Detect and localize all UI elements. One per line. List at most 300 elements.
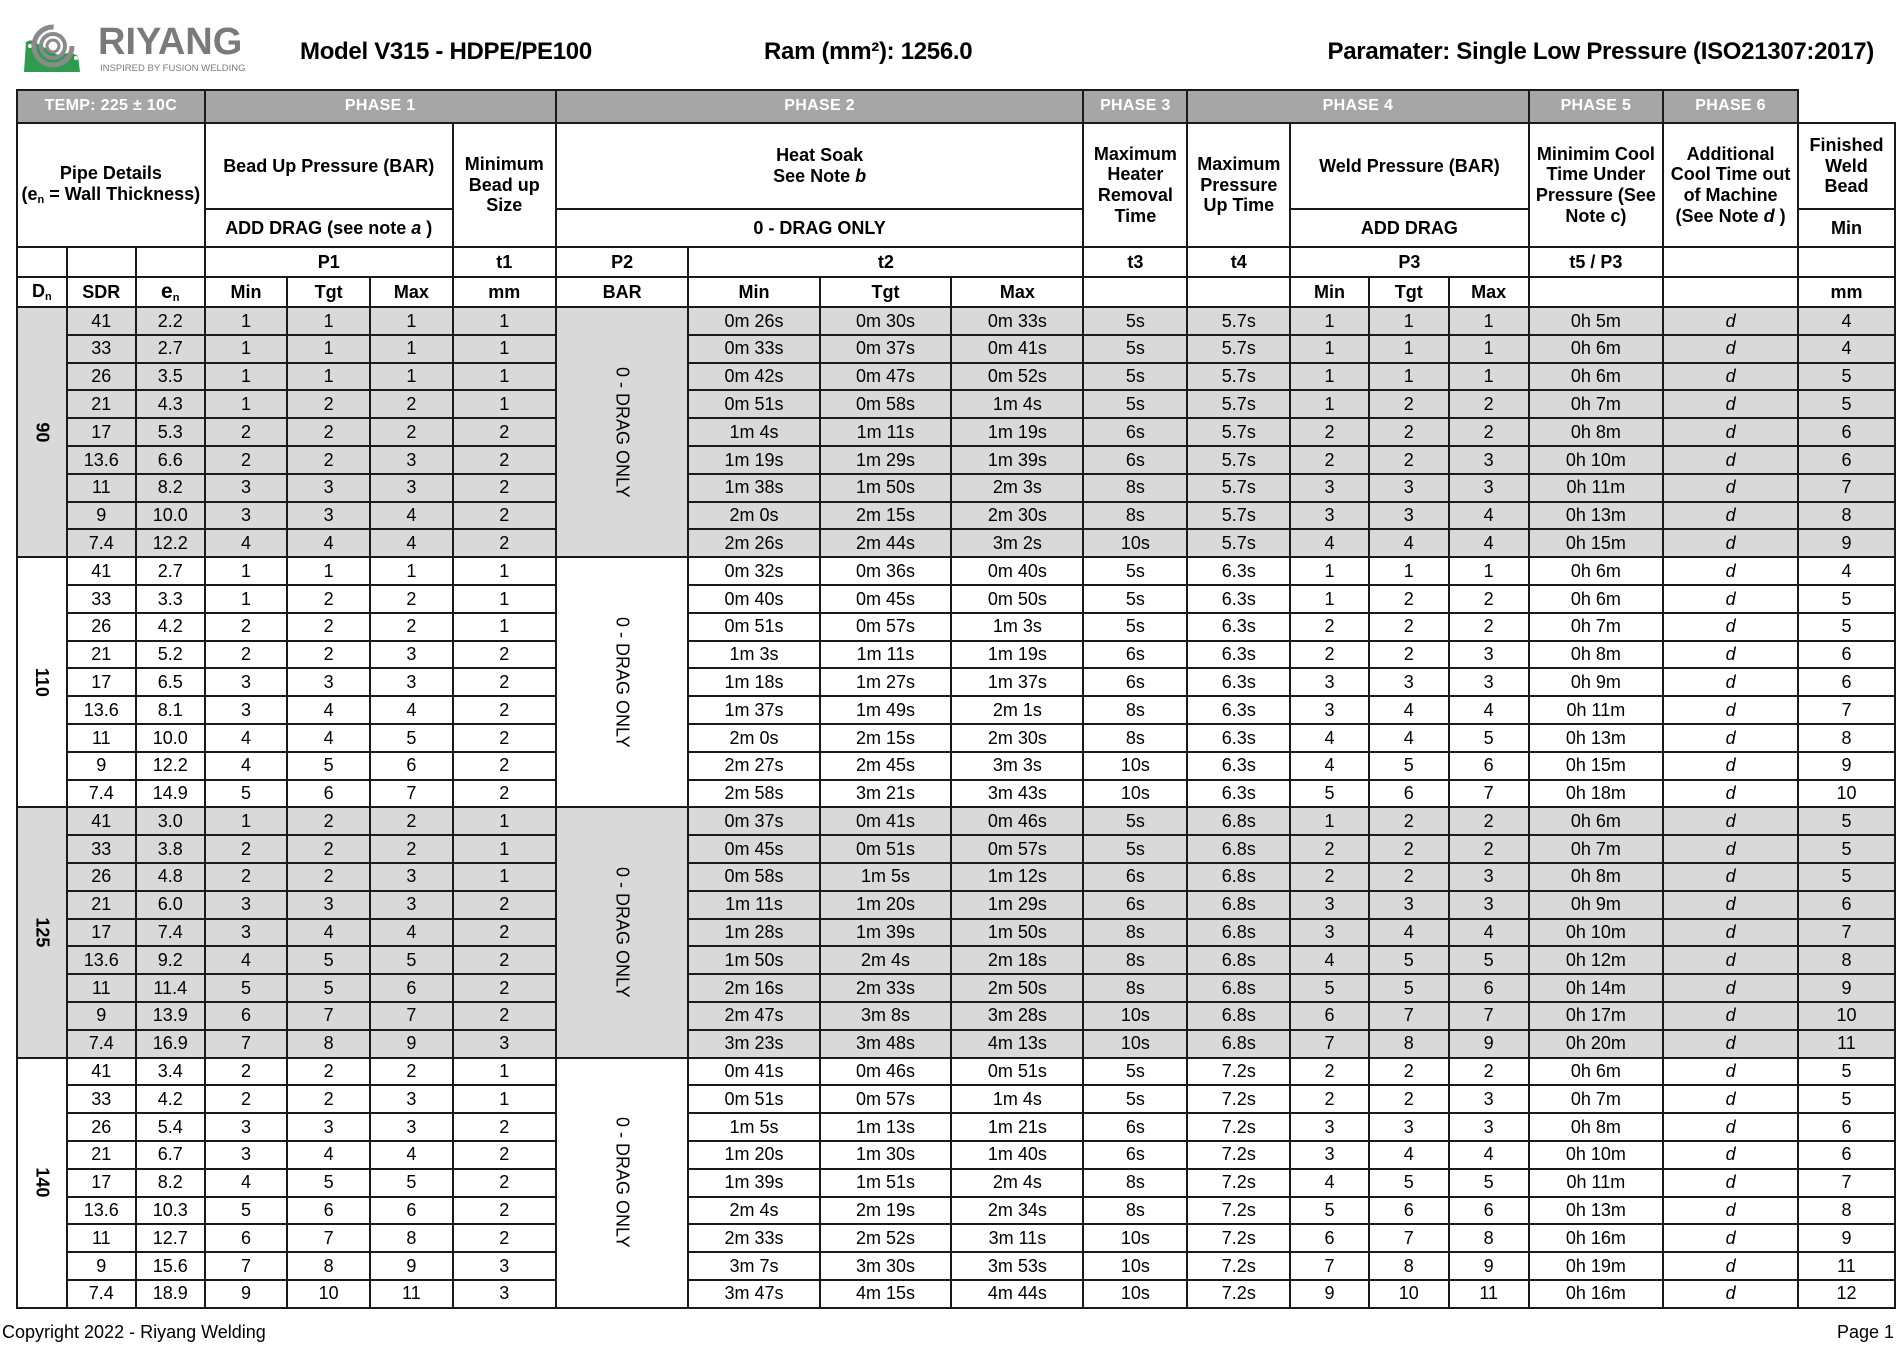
- cell-p1-min: 4: [205, 529, 288, 557]
- cell-bead-min: 8: [1798, 1197, 1895, 1225]
- cell-t2-tgt: 0m 57s: [820, 613, 952, 641]
- cell-t2-min: 1m 3s: [688, 641, 819, 669]
- cell-p1-max: 2: [370, 807, 453, 835]
- cell-p1-max: 1: [370, 307, 453, 335]
- dn-group-label: 110: [17, 557, 67, 807]
- cell-en: 6.6: [136, 446, 205, 474]
- cell-t2-max: 1m 4s: [951, 1085, 1083, 1113]
- cell-p1-tgt: 5: [287, 974, 370, 1002]
- cell-t3: 10s: [1083, 1224, 1187, 1252]
- cell-t3: 5s: [1083, 307, 1187, 335]
- cell-p1-tgt: 3: [287, 891, 370, 919]
- table-row: [17, 529, 1895, 557]
- cell-p3-min: 4: [1290, 724, 1368, 752]
- table-row: [17, 1280, 1895, 1308]
- cell-additional-cool: d: [1663, 585, 1798, 613]
- cell-t2-min: 1m 5s: [688, 1113, 819, 1141]
- cell-p3-min: 1: [1290, 307, 1368, 335]
- cell-t4: 6.3s: [1187, 557, 1290, 585]
- cell-p1-max: 4: [370, 1141, 453, 1169]
- cell-t2-min: 1m 50s: [688, 946, 819, 974]
- cell-p3-min: 3: [1290, 1113, 1368, 1141]
- cell-t1-mm: 2: [453, 529, 556, 557]
- cell-en: 5.4: [136, 1113, 205, 1141]
- cell-t5: 0h 6m: [1529, 585, 1664, 613]
- cell-t2-min: 1m 20s: [688, 1141, 819, 1169]
- t2-header: t2: [688, 247, 1083, 277]
- cell-t2-max: 2m 3s: [951, 474, 1083, 502]
- cell-t2-min: 2m 27s: [688, 752, 819, 780]
- finished-bead-header: Finished Weld Bead: [1798, 123, 1895, 209]
- cell-en: 12.2: [136, 529, 205, 557]
- cell-p3-min: 3: [1290, 474, 1368, 502]
- cell-en: 3.5: [136, 363, 205, 391]
- cell-p1-min: 3: [205, 502, 288, 530]
- cell-p3-min: 4: [1290, 1169, 1368, 1197]
- cell-p3-max: 5: [1449, 1169, 1529, 1197]
- cell-p1-max: 1: [370, 363, 453, 391]
- cell-p1-max: 2: [370, 585, 453, 613]
- cell-sdr: 13.6: [67, 696, 136, 724]
- cell-sdr: 41: [67, 307, 136, 335]
- cell-additional-cool: d: [1663, 1002, 1798, 1030]
- cell-p3-min: 5: [1290, 1197, 1368, 1225]
- cell-bead-min: 9: [1798, 529, 1895, 557]
- cell-t1-mm: 3: [453, 1252, 556, 1280]
- cell-bead-min: 5: [1798, 863, 1895, 891]
- cell-t2-tgt: 1m 51s: [820, 1169, 952, 1197]
- cell-en: 6.0: [136, 891, 205, 919]
- bead-up-pressure-header: Bead Up Pressure (BAR): [205, 123, 453, 209]
- cell-t3: 5s: [1083, 1058, 1187, 1086]
- cell-sdr: 26: [67, 363, 136, 391]
- cell-t5: 0h 10m: [1529, 446, 1664, 474]
- cell-p1-tgt: 2: [287, 418, 370, 446]
- cell-t3: 5s: [1083, 557, 1187, 585]
- cell-p3-max: 2: [1449, 835, 1529, 863]
- cell-p3-max: 1: [1449, 307, 1529, 335]
- cell-p3-max: 2: [1449, 418, 1529, 446]
- cell-t2-tgt: 1m 5s: [820, 863, 952, 891]
- cell-p1-tgt: 1: [287, 363, 370, 391]
- cell-p1-min: 3: [205, 1113, 288, 1141]
- cell-t2-max: 2m 18s: [951, 946, 1083, 974]
- table-row: [17, 724, 1895, 752]
- cell-t2-tgt: 0m 37s: [820, 335, 952, 363]
- cell-t2-tgt: 3m 21s: [820, 780, 952, 808]
- cell-p3-max: 4: [1449, 502, 1529, 530]
- cell-t4: 6.8s: [1187, 863, 1290, 891]
- cell-bead-min: 5: [1798, 613, 1895, 641]
- cell-p3-tgt: 5: [1369, 1169, 1449, 1197]
- cell-t2-min: 2m 33s: [688, 1224, 819, 1252]
- cell-p1-max: 3: [370, 446, 453, 474]
- cell-additional-cool: d: [1663, 919, 1798, 947]
- cell-p1-tgt: 4: [287, 919, 370, 947]
- cell-p1-tgt: 1: [287, 335, 370, 363]
- cell-t3: 10s: [1083, 529, 1187, 557]
- cell-p3-min: 2: [1290, 446, 1368, 474]
- cell-p1-tgt: 2: [287, 835, 370, 863]
- table-row: [17, 1169, 1895, 1197]
- cell-p1-tgt: 2: [287, 641, 370, 669]
- table-row: [17, 946, 1895, 974]
- cell-p1-tgt: 4: [287, 724, 370, 752]
- cell-sdr: 7.4: [67, 1030, 136, 1058]
- cell-additional-cool: d: [1663, 1197, 1798, 1225]
- cell-bead-min: 5: [1798, 1085, 1895, 1113]
- table-row: [17, 1085, 1895, 1113]
- cell-p3-max: 8: [1449, 1224, 1529, 1252]
- cell-t2-min: 2m 0s: [688, 502, 819, 530]
- cell-t4: 6.3s: [1187, 585, 1290, 613]
- cell-sdr: 21: [67, 1141, 136, 1169]
- cell-p3-min: 2: [1290, 863, 1368, 891]
- cell-en: 4.3: [136, 390, 205, 418]
- cell-t3: 6s: [1083, 891, 1187, 919]
- cell-t2-tgt: 3m 30s: [820, 1252, 952, 1280]
- drag-only-header: 0 - DRAG ONLY: [556, 209, 1084, 247]
- cell-p3-tgt: 6: [1369, 1197, 1449, 1225]
- cell-p1-max: 9: [370, 1030, 453, 1058]
- cell-p1-tgt: 2: [287, 585, 370, 613]
- cell-t4: 6.3s: [1187, 724, 1290, 752]
- cell-t5: 0h 6m: [1529, 1058, 1664, 1086]
- cell-p3-max: 2: [1449, 1058, 1529, 1086]
- cell-additional-cool: d: [1663, 780, 1798, 808]
- cell-t1-mm: 2: [453, 1002, 556, 1030]
- cell-t5: 0h 9m: [1529, 891, 1664, 919]
- cell-t2-tgt: 1m 11s: [820, 641, 952, 669]
- cell-p3-tgt: 2: [1369, 418, 1449, 446]
- cell-t2-max: 2m 34s: [951, 1197, 1083, 1225]
- cell-t4: 6.8s: [1187, 1030, 1290, 1058]
- cell-t2-max: 2m 1s: [951, 696, 1083, 724]
- cell-bead-min: 4: [1798, 335, 1895, 363]
- cell-t4: 7.2s: [1187, 1252, 1290, 1280]
- cell-en: 6.5: [136, 668, 205, 696]
- cell-t5: 0h 17m: [1529, 1002, 1664, 1030]
- cell-t1-mm: 3: [453, 1030, 556, 1058]
- cell-t2-max: 3m 53s: [951, 1252, 1083, 1280]
- cell-p3-min: 1: [1290, 363, 1368, 391]
- cell-t5: 0h 12m: [1529, 946, 1664, 974]
- cell-p1-max: 3: [370, 1113, 453, 1141]
- p3-tgt-header: Tgt: [1369, 277, 1449, 307]
- cell-t2-min: 0m 33s: [688, 335, 819, 363]
- cell-t3: 5s: [1083, 807, 1187, 835]
- cell-t3: 6s: [1083, 641, 1187, 669]
- cell-t4: 5.7s: [1187, 307, 1290, 335]
- cell-t2-min: 2m 4s: [688, 1197, 819, 1225]
- dn-group-label: 140: [17, 1058, 67, 1308]
- cell-p1-max: 3: [370, 474, 453, 502]
- cell-t2-tgt: 1m 20s: [820, 891, 952, 919]
- cell-p3-tgt: 3: [1369, 502, 1449, 530]
- cell-additional-cool: d: [1663, 307, 1798, 335]
- cell-t4: 6.3s: [1187, 613, 1290, 641]
- cell-t4: 5.7s: [1187, 390, 1290, 418]
- cell-sdr: 9: [67, 1002, 136, 1030]
- table-row: [17, 780, 1895, 808]
- table-row: [17, 668, 1895, 696]
- cell-en: 13.9: [136, 1002, 205, 1030]
- blank-cell: [17, 247, 67, 277]
- cell-additional-cool: d: [1663, 1085, 1798, 1113]
- cell-en: 11.4: [136, 974, 205, 1002]
- cell-t2-min: 1m 4s: [688, 418, 819, 446]
- cell-p1-min: 1: [205, 390, 288, 418]
- cell-p3-max: 3: [1449, 1085, 1529, 1113]
- cell-additional-cool: d: [1663, 1169, 1798, 1197]
- cell-p3-min: 1: [1290, 585, 1368, 613]
- cell-additional-cool: d: [1663, 529, 1798, 557]
- cell-en: 18.9: [136, 1280, 205, 1308]
- cell-en: 2.7: [136, 557, 205, 585]
- p2-drag-only-label: 0 - DRAG ONLY: [556, 307, 689, 557]
- cell-t2-max: 0m 46s: [951, 807, 1083, 835]
- cell-p3-tgt: 4: [1369, 724, 1449, 752]
- cell-p1-min: 4: [205, 946, 288, 974]
- cell-t2-max: 3m 28s: [951, 1002, 1083, 1030]
- cell-p3-min: 1: [1290, 807, 1368, 835]
- cell-bead-min: 6: [1798, 641, 1895, 669]
- cell-t4: 5.7s: [1187, 474, 1290, 502]
- cell-p3-min: 3: [1290, 891, 1368, 919]
- cell-en: 3.4: [136, 1058, 205, 1086]
- cell-p1-max: 3: [370, 668, 453, 696]
- cell-sdr: 11: [67, 474, 136, 502]
- cell-p3-min: 9: [1290, 1280, 1368, 1308]
- cell-t2-tgt: 2m 19s: [820, 1197, 952, 1225]
- cell-p1-max: 3: [370, 863, 453, 891]
- cell-p3-min: 2: [1290, 1085, 1368, 1113]
- cell-p3-min: 7: [1290, 1030, 1368, 1058]
- cell-bead-min: 5: [1798, 1058, 1895, 1086]
- cell-t2-min: 0m 37s: [688, 807, 819, 835]
- heat-soak-label: Heat Soak: [776, 145, 864, 166]
- p3-max-header: Max: [1449, 277, 1529, 307]
- cell-bead-min: 5: [1798, 585, 1895, 613]
- cell-t4: 5.7s: [1187, 502, 1290, 530]
- copyright: Copyright 2022 - Riyang Welding: [2, 1322, 266, 1342]
- cell-p1-max: 2: [370, 613, 453, 641]
- cell-t2-tgt: 3m 48s: [820, 1030, 952, 1058]
- cell-t3: 10s: [1083, 780, 1187, 808]
- cell-p1-max: 5: [370, 1169, 453, 1197]
- cell-t1-mm: 1: [453, 863, 556, 891]
- cell-p1-min: 3: [205, 1141, 288, 1169]
- cell-t1-mm: 3: [453, 1280, 556, 1308]
- t4-header: t4: [1187, 247, 1290, 277]
- cell-bead-min: 8: [1798, 724, 1895, 752]
- cell-additional-cool: d: [1663, 724, 1798, 752]
- cell-t4: 5.7s: [1187, 418, 1290, 446]
- cell-t3: 10s: [1083, 1252, 1187, 1280]
- cell-p3-tgt: 2: [1369, 390, 1449, 418]
- cell-t4: 6.8s: [1187, 946, 1290, 974]
- table-row: [17, 307, 1895, 335]
- cell-t4: 5.7s: [1187, 446, 1290, 474]
- cell-t1-mm: 1: [453, 835, 556, 863]
- cell-t3: 8s: [1083, 724, 1187, 752]
- cell-sdr: 7.4: [67, 529, 136, 557]
- cell-bead-min: 6: [1798, 668, 1895, 696]
- cell-p3-tgt: 1: [1369, 335, 1449, 363]
- cell-sdr: 21: [67, 390, 136, 418]
- cell-t2-tgt: 2m 15s: [820, 502, 952, 530]
- cell-t3: 8s: [1083, 946, 1187, 974]
- cell-t1-mm: 1: [453, 390, 556, 418]
- cell-t2-max: 1m 19s: [951, 418, 1083, 446]
- cell-additional-cool: d: [1663, 752, 1798, 780]
- cell-p3-tgt: 3: [1369, 474, 1449, 502]
- cell-p1-min: 9: [205, 1280, 288, 1308]
- cell-p1-tgt: 5: [287, 1169, 370, 1197]
- add-drag-header: ADD DRAG: [1290, 209, 1528, 247]
- cell-t2-tgt: 2m 4s: [820, 946, 952, 974]
- cell-t3: 6s: [1083, 418, 1187, 446]
- cell-p1-tgt: 7: [287, 1224, 370, 1252]
- cell-sdr: 17: [67, 1169, 136, 1197]
- cell-additional-cool: d: [1663, 418, 1798, 446]
- cell-sdr: 7.4: [67, 1280, 136, 1308]
- pipe-details-header: [17, 123, 205, 247]
- cell-additional-cool: d: [1663, 863, 1798, 891]
- cell-en: 10.0: [136, 724, 205, 752]
- add-drag-a-header: ADD DRAG (see note a ): [205, 209, 453, 247]
- cell-p3-tgt: 1: [1369, 363, 1449, 391]
- cell-sdr: 26: [67, 1113, 136, 1141]
- cell-bead-min: 5: [1798, 363, 1895, 391]
- cell-p3-tgt: 4: [1369, 1141, 1449, 1169]
- table-row: [17, 390, 1895, 418]
- cell-p1-tgt: 7: [287, 1002, 370, 1030]
- cell-bead-min: 7: [1798, 919, 1895, 947]
- cell-p3-min: 3: [1290, 919, 1368, 947]
- cell-p3-tgt: 2: [1369, 1085, 1449, 1113]
- p3-header: P3: [1290, 247, 1528, 277]
- table-row: [17, 752, 1895, 780]
- cell-t2-min: 0m 51s: [688, 613, 819, 641]
- cell-bead-min: 7: [1798, 474, 1895, 502]
- cell-p1-min: 7: [205, 1030, 288, 1058]
- page-number: Page 1: [1836, 1322, 1894, 1342]
- cell-p1-max: 2: [370, 1058, 453, 1086]
- cell-en: 3.8: [136, 835, 205, 863]
- phase-2-label: PHASE 2: [556, 90, 1084, 123]
- cell-sdr: 41: [67, 807, 136, 835]
- cell-t5: 0h 20m: [1529, 1030, 1664, 1058]
- cell-t2-tgt: 1m 29s: [820, 446, 952, 474]
- cell-p1-min: 4: [205, 1169, 288, 1197]
- cell-p3-tgt: 2: [1369, 641, 1449, 669]
- cell-t2-max: 0m 50s: [951, 585, 1083, 613]
- cell-bead-min: 6: [1798, 1141, 1895, 1169]
- t3-header: t3: [1083, 247, 1187, 277]
- cell-t3: 8s: [1083, 474, 1187, 502]
- cell-sdr: 21: [67, 891, 136, 919]
- cell-t5: 0h 16m: [1529, 1224, 1664, 1252]
- cell-t4: 6.8s: [1187, 891, 1290, 919]
- cell-t1-mm: 2: [453, 891, 556, 919]
- p1-max-header: Max: [370, 277, 453, 307]
- cell-t2-max: 1m 21s: [951, 1113, 1083, 1141]
- cell-t2-min: 0m 51s: [688, 390, 819, 418]
- cell-en: 2.2: [136, 307, 205, 335]
- cell-t4: 6.3s: [1187, 696, 1290, 724]
- table-row: [17, 613, 1895, 641]
- cell-sdr: 33: [67, 835, 136, 863]
- table-row: [17, 1030, 1895, 1058]
- blank-cell: [1663, 277, 1798, 307]
- cell-bead-min: 6: [1798, 418, 1895, 446]
- cell-t2-tgt: 0m 30s: [820, 307, 952, 335]
- table-row: [17, 919, 1895, 947]
- cell-p3-tgt: 3: [1369, 891, 1449, 919]
- cell-p3-tgt: 8: [1369, 1030, 1449, 1058]
- cell-t2-max: 1m 4s: [951, 390, 1083, 418]
- cell-t1-mm: 1: [453, 363, 556, 391]
- cell-p3-max: 4: [1449, 696, 1529, 724]
- cell-t5: 0h 9m: [1529, 668, 1664, 696]
- model-title: Model V315 - HDPE/PE100: [300, 38, 592, 65]
- cell-bead-min: 12: [1798, 1280, 1895, 1308]
- cell-t5: 0h 10m: [1529, 919, 1664, 947]
- cell-en: 6.7: [136, 1141, 205, 1169]
- cell-p3-min: 5: [1290, 780, 1368, 808]
- cell-t2-max: 3m 43s: [951, 780, 1083, 808]
- cell-t5: 0h 7m: [1529, 835, 1664, 863]
- cell-en: 9.2: [136, 946, 205, 974]
- cell-sdr: 13.6: [67, 446, 136, 474]
- cell-t2-min: 2m 0s: [688, 724, 819, 752]
- cell-p1-min: 1: [205, 307, 288, 335]
- cell-t2-min: 0m 45s: [688, 835, 819, 863]
- cell-bead-min: 7: [1798, 1169, 1895, 1197]
- cell-en: 7.4: [136, 919, 205, 947]
- cell-p3-max: 1: [1449, 557, 1529, 585]
- cell-t3: 6s: [1083, 668, 1187, 696]
- table-row: [17, 585, 1895, 613]
- p1-tgt-header: Tgt: [287, 277, 370, 307]
- cell-p1-max: 6: [370, 974, 453, 1002]
- cell-p1-tgt: 6: [287, 780, 370, 808]
- cell-t3: 5s: [1083, 363, 1187, 391]
- cell-t4: 7.2s: [1187, 1058, 1290, 1086]
- cell-sdr: 33: [67, 335, 136, 363]
- cell-t5: 0h 10m: [1529, 1141, 1664, 1169]
- cell-p3-min: 5: [1290, 974, 1368, 1002]
- cell-en: 3.3: [136, 585, 205, 613]
- t2-min-header: Min: [688, 277, 819, 307]
- p2-drag-only-label: 0 - DRAG ONLY: [556, 807, 689, 1057]
- cell-bead-min: 4: [1798, 307, 1895, 335]
- cell-bead-min: 5: [1798, 807, 1895, 835]
- cell-en: 4.2: [136, 1085, 205, 1113]
- cell-additional-cool: d: [1663, 974, 1798, 1002]
- blank-cell: [1083, 277, 1187, 307]
- cell-t2-max: 1m 39s: [951, 446, 1083, 474]
- cell-p1-tgt: 3: [287, 668, 370, 696]
- cell-additional-cool: d: [1663, 613, 1798, 641]
- data-body: [17, 307, 1895, 1308]
- cell-additional-cool: d: [1663, 557, 1798, 585]
- phase-1-label: PHASE 1: [205, 90, 556, 123]
- cell-t5: 0h 6m: [1529, 557, 1664, 585]
- cell-t2-min: 0m 26s: [688, 307, 819, 335]
- cell-t2-min: 1m 11s: [688, 891, 819, 919]
